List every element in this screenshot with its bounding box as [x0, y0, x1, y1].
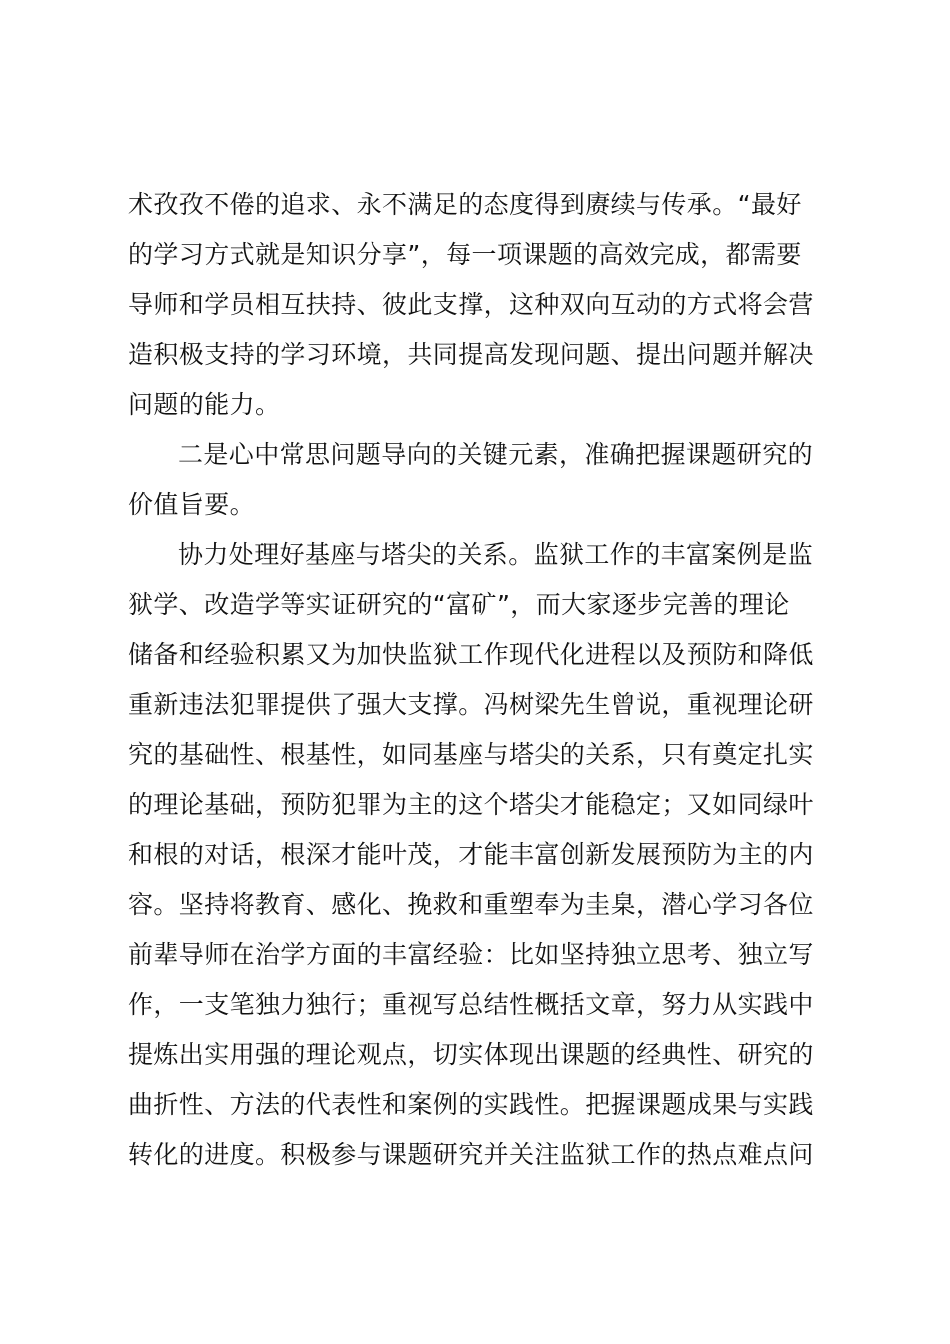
text-line: 二是心中常思问题导向的关键元素，准确把握课题研究的 — [178, 440, 814, 469]
text-line: 前辈导师在治学方面的丰富经验：比如坚持独立思考、独立写 — [128, 940, 814, 969]
text-line: 究的基础性、根基性，如同基座与塔尖的关系，只有奠定扎实 — [128, 740, 814, 769]
text-line: 作，一支笔独力独行；重视写总结性概括文章，努力从实践中 — [128, 990, 814, 1019]
text-line: 曲折性、方法的代表性和案例的实践性。把握课题成果与实践 — [128, 1090, 814, 1119]
text-line: 狱学、改造学等实证研究的“富矿”，而大家逐步完善的理论 — [128, 590, 790, 619]
text-line: 提炼出实用强的理论观点，切实体现出课题的经典性、研究的 — [128, 1040, 814, 1069]
text-line: 的学习方式就是知识分享”，每一项课题的高效完成，都需要 — [128, 240, 802, 269]
text-line: 容。坚持将教育、感化、挽救和重塑奉为圭臬，潜心学习各位 — [128, 890, 814, 919]
text-line: 转化的进度。积极参与课题研究并关注监狱工作的热点难点问 — [128, 1140, 814, 1169]
text-line: 的理论基础，预防犯罪为主的这个塔尖才能稳定；又如同绿叶 — [128, 790, 814, 819]
text-line: 造积极支持的学习环境，共同提高发现问题、提出问题并解决 — [128, 340, 814, 369]
text-line: 问题的能力。 — [128, 390, 281, 419]
text-line: 和根的对话，根深才能叶茂，才能丰富创新发展预防为主的内 — [128, 840, 814, 869]
text-line: 术孜孜不倦的追求、永不满足的态度得到赓续与传承。“最好 — [128, 190, 802, 219]
text-line: 导师和学员相互扶持、彼此支撑，这种双向互动的方式将会营 — [128, 290, 814, 319]
text-line: 协力处理好基座与塔尖的关系。监狱工作的丰富案例是监 — [178, 540, 814, 569]
text-line: 储备和经验积累又为加快监狱工作现代化进程以及预防和降低 — [128, 640, 814, 669]
text-line: 重新违法犯罪提供了强大支撑。冯树梁先生曾说，重视理论研 — [128, 690, 814, 719]
text-line: 价值旨要。 — [128, 490, 256, 519]
